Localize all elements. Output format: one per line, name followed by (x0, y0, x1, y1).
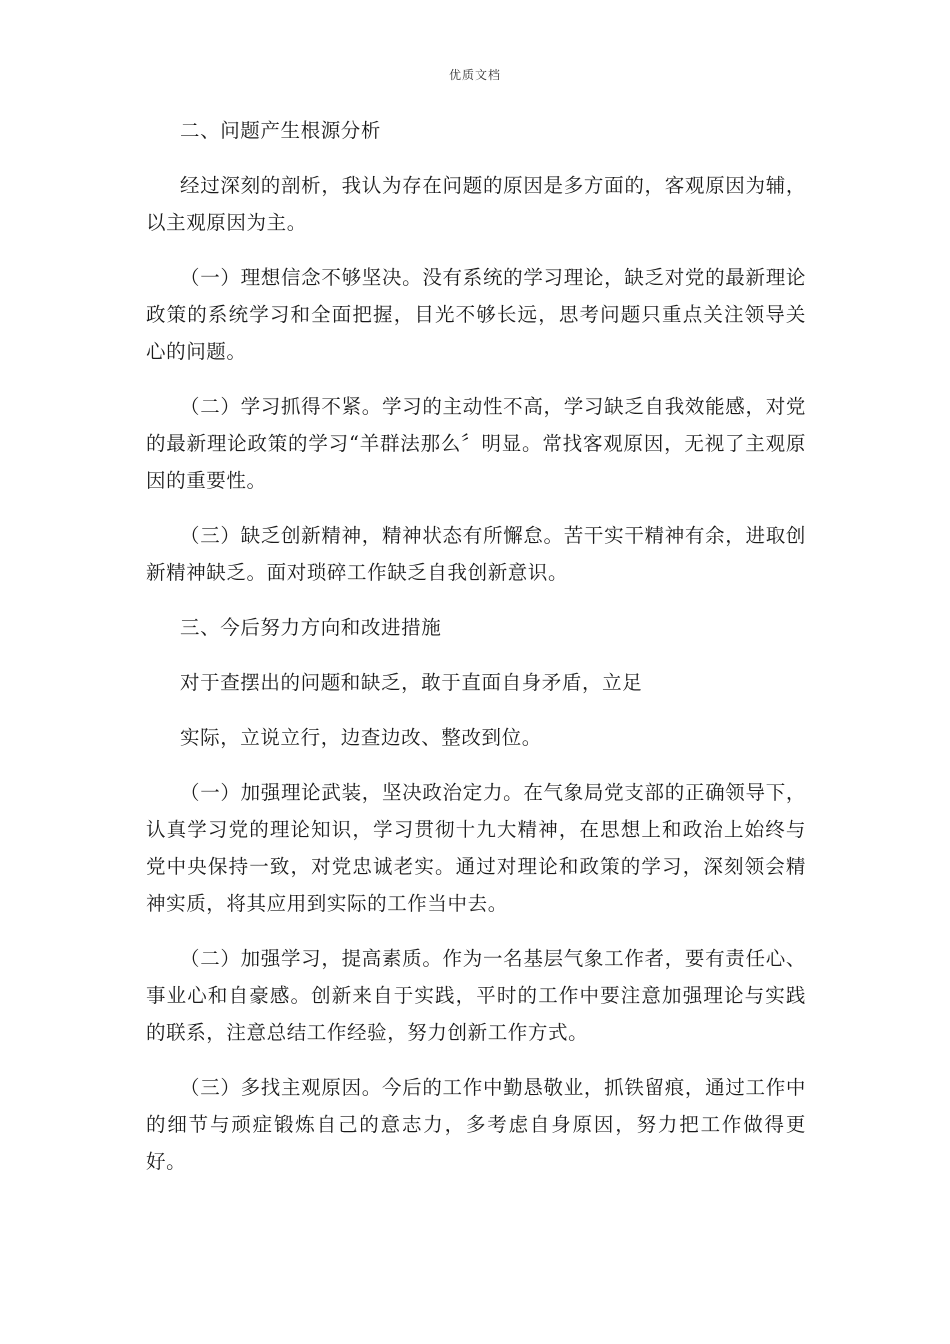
paragraph-root-cause-item-2: （二）学习抓得不紧。学习的主动性不高，学习缺乏自我效能感，对党的最新理论政策的学习“羊群法那么〞明显。常找客观原因，无视了主观原因的重要性。 (146, 395, 806, 492)
paragraph-root-cause-item-1: （一）理想信念不够坚决。没有系统的学习理论，缺乏对党的最新理论政策的系统学习和全面把握，目光不够长远，思考问题只重点关注领导关心的问题。 (146, 266, 806, 363)
page-header: 优质文档 (448, 68, 501, 82)
paragraph-root-cause-item-3: （三）缺乏创新精神，精神状态有所懈怠。苦干实干精神有余，进取创新精神缺乏。面对琐碎工作缺乏自我创新意识。 (146, 524, 806, 584)
paragraph-improvement-item-3: （三）多找主观原因。今后的工作中勤恳敬业，抓铁留痕，通过工作中的细节与顽症锻炼自己的意志力，多考虑自身原因，努力把工作做得更好。 (146, 1076, 806, 1173)
paragraph-improvement-item-1: （一）加强理论武装，坚决政治定力。在气象局党支部的正确领导下，认真学习党的理论知识，学习贯彻十九大精神，在思想上和政治上始终与党中央保持一致，对党忠诚老实。通过对理论和政策的学习，深刻领会精神实质，将其应用到实际的工作当中去。 (146, 781, 806, 915)
paragraph-improvement-item-2: （二）加强学习，提高素质。作为一名基层气象工作者，要有责任心、事业心和自豪感。创新来自于实践，平时的工作中要注意加强理论与实践的联系，注意总结工作经验，努力创新工作方式。 (146, 947, 806, 1044)
section-heading-improvement: 三、今后努力方向和改进措施 (180, 616, 442, 639)
paragraph-improvement-intro-line-1: 对于查摆出的问题和缺乏，敢于直面自身矛盾，立足 (180, 671, 643, 694)
section-heading-root-cause: 二、问题产生根源分析 (180, 119, 382, 142)
paragraph-root-cause-intro: 经过深刻的剖析，我认为存在问题的原因是多方面的，客观原因为辅，以主观原因为主。 (146, 174, 806, 234)
paragraph-improvement-intro-line-2: 实际，立说立行，边查边改、整改到位。 (180, 726, 542, 749)
document-body (146, 112, 806, 1198)
